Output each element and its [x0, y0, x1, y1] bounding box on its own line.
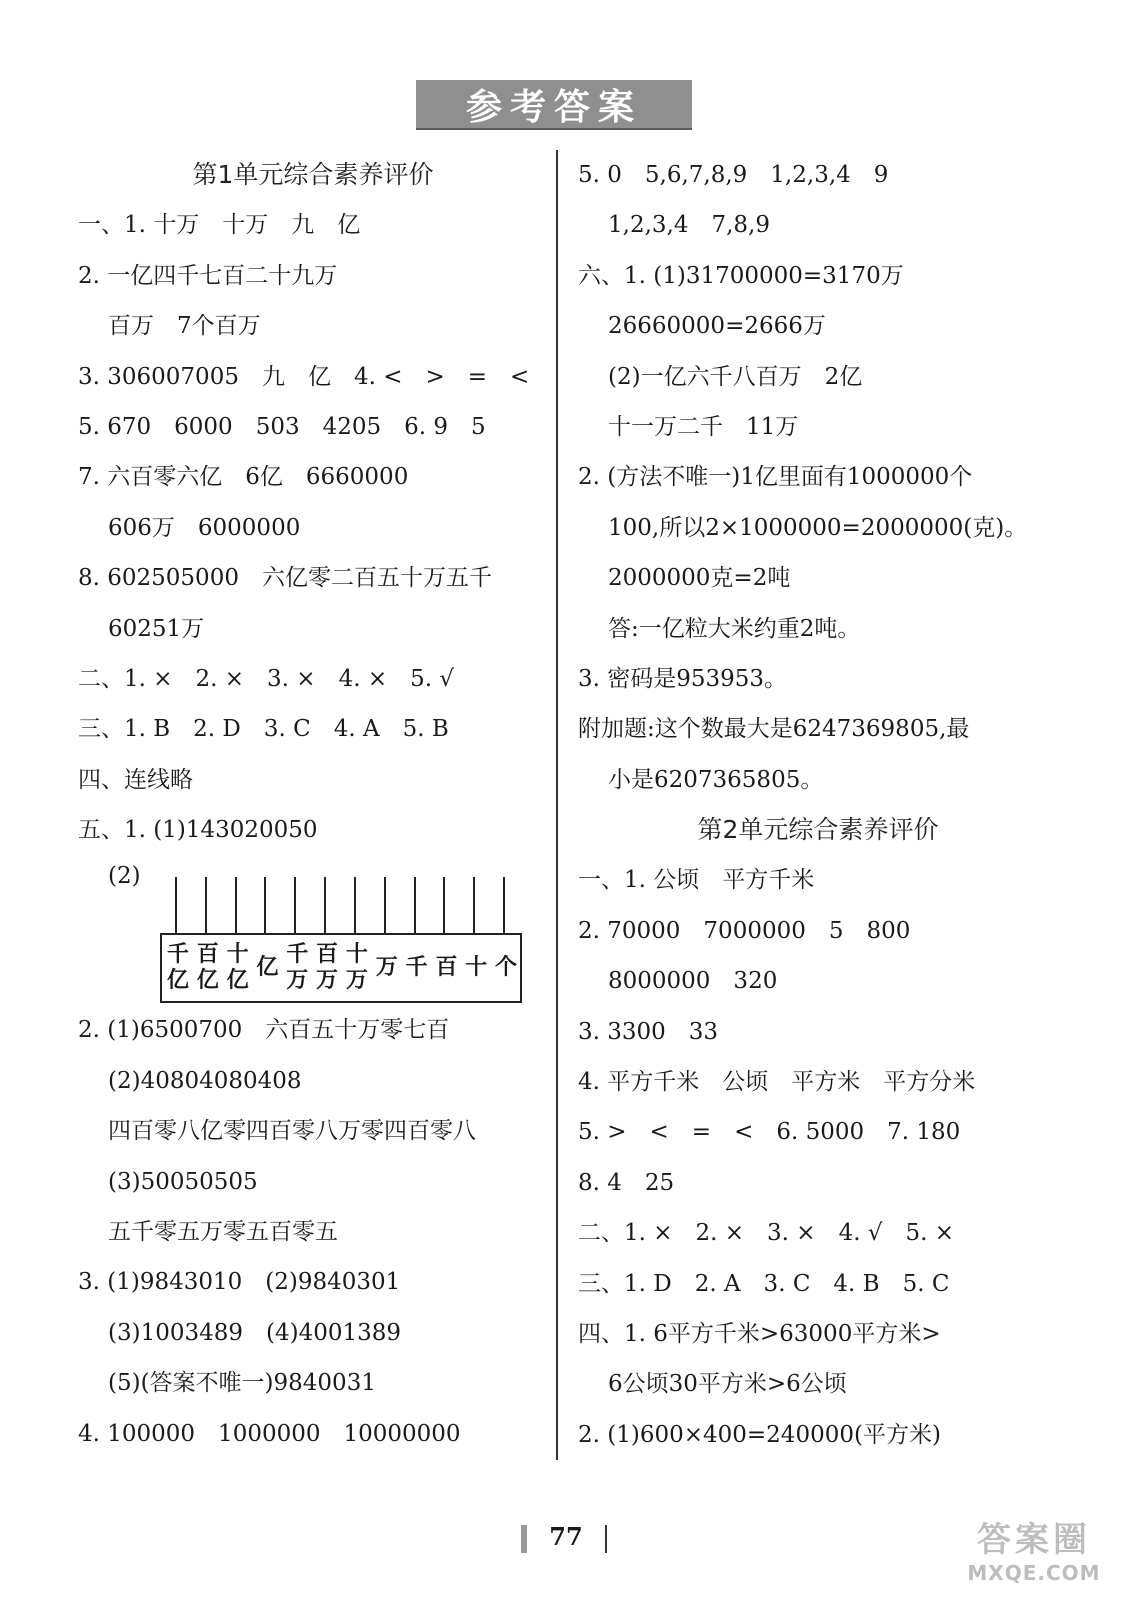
answer-line: (5)(答案不唯一)9840031: [108, 1370, 376, 1397]
answer-line: (2)40804080408: [108, 1067, 302, 1094]
answer-line: 2000000克=2吨: [608, 565, 791, 592]
answer-line: 8. 602505000 六亿零二百五十万五千: [78, 565, 492, 592]
place-value-unit: 十亿: [226, 942, 247, 994]
footer-ornament: [521, 1525, 527, 1553]
answer-line: 3. 3300 33: [578, 1018, 719, 1045]
answer-line: 三、1. B 2. D 3. C 4. A 5. B: [78, 716, 449, 743]
answer-line: 四、连线略: [78, 766, 193, 793]
footer-divider: [605, 1525, 613, 1553]
answer-line: 5. > < = < 6. 5000 7. 180: [578, 1119, 961, 1146]
answer-line: 五、1. (1)143020050: [78, 817, 318, 844]
section-heading: 第1单元综合素养评价: [192, 160, 434, 189]
place-value-unit: 百: [435, 955, 456, 981]
place-value-unit: 十: [465, 955, 486, 981]
abacus-rod: [235, 877, 237, 933]
answer-line: (2)一亿六千八百万 2亿: [608, 363, 863, 390]
abacus-rod: [503, 877, 505, 933]
place-value-unit: 亿: [256, 955, 277, 981]
place-value-unit: 千万: [286, 942, 307, 994]
answer-line: 4. 平方千米 公顷 平方米 平方分米: [578, 1069, 976, 1096]
place-value-unit: 百亿: [196, 942, 217, 994]
answer-line: 4. 100000 1000000 10000000: [78, 1420, 461, 1447]
abacus-rod: [264, 877, 266, 933]
abacus-rod: [175, 877, 177, 933]
answer-line: 5. 670 6000 503 4205 6. 9 5: [78, 413, 486, 440]
abacus-rod: [205, 877, 207, 933]
abacus-rod: [384, 877, 386, 933]
answer-line: 十一万二千 11万: [608, 413, 799, 440]
abacus-rods: [172, 877, 517, 933]
answer-line: 8. 4 25: [578, 1169, 675, 1196]
abacus-rod: [414, 877, 416, 933]
answer-line: 2. 70000 7000000 5 800: [578, 917, 911, 944]
answer-line: 3. 密码是953953。: [578, 665, 788, 692]
place-value-unit: 万: [375, 955, 396, 981]
answer-line: 6公顷30平方米>6公顷: [608, 1371, 847, 1398]
answer-line: (3)50050505: [108, 1168, 258, 1195]
answer-line: 2. (1)600×400=240000(平方米): [578, 1421, 941, 1448]
watermark-url: MXQE.COM: [967, 1561, 1101, 1585]
right-column: [578, 150, 1058, 1460]
answer-line: 附加题:这个数最大是6247369805,最: [578, 716, 970, 743]
place-value-unit: 百万: [316, 942, 337, 994]
answer-line: 一、1. 十万 十万 九 亿: [78, 212, 361, 239]
answer-line: 606万 6000000: [108, 514, 301, 541]
chart-label: (2): [108, 863, 141, 890]
place-value-unit: 十万: [345, 942, 366, 994]
answer-line: 2. 一亿四千七百二十九万: [78, 262, 338, 289]
place-value-unit: 个: [495, 955, 516, 981]
answer-line: 3. (1)9843010 (2)9840301: [78, 1269, 401, 1296]
place-value-unit: 千: [405, 955, 426, 981]
answer-line: 四、1. 6平方千米>63000平方米>: [578, 1320, 941, 1347]
section-heading: 第2单元综合素养评价: [697, 815, 939, 845]
answer-line: 2. (1)6500700 六百五十万零七百: [78, 1017, 450, 1044]
watermark-logo: [954, 1512, 1114, 1585]
place-value-units: [160, 933, 522, 1003]
answer-line: 26660000=2666万: [608, 313, 826, 340]
answer-line: 三、1. D 2. A 3. C 4. B 5. C: [578, 1270, 950, 1297]
answer-line: 二、1. × 2. × 3. × 4. √ 5. ×: [578, 1220, 955, 1247]
answer-line: 5. 0 5,6,7,8,9 1,2,3,4 9: [578, 162, 889, 188]
column-divider: [556, 150, 558, 1460]
answer-line: 答:一亿粒大米约重2吨。: [608, 615, 861, 642]
left-column: [78, 150, 548, 1459]
answer-line: 百万 7个百万: [108, 313, 261, 340]
answer-line: (3)1003489 (4)4001389: [108, 1319, 402, 1346]
answer-line: 五千零五万零五百零五: [108, 1219, 338, 1246]
answer-line: 1,2,3,4 7,8,9: [608, 212, 770, 239]
answer-line: 一、1. 公顷 平方千米: [578, 867, 815, 894]
answer-line: 二、1. × 2. × 3. × 4. × 5. √: [78, 665, 455, 692]
abacus-rod: [294, 877, 296, 933]
place-value-chart: [78, 855, 548, 1005]
answer-line: 100,所以2×1000000=2000000(克)。: [608, 514, 1028, 541]
answer-line: 2. (方法不唯一)1亿里面有1000000个: [578, 464, 973, 491]
answer-line: 8000000 320: [608, 968, 778, 995]
abacus-rod: [473, 877, 475, 933]
answer-line: 六、1. (1)31700000=3170万: [578, 262, 904, 289]
title-banner: [416, 80, 692, 130]
answer-line: 小是6207365805。: [608, 766, 824, 793]
abacus-rod: [324, 877, 326, 933]
abacus-rod: [443, 877, 445, 933]
answer-line: 60251万: [108, 615, 205, 642]
place-value-unit: 千亿: [166, 942, 187, 994]
page-number: 77: [549, 1522, 583, 1551]
answer-line: 3. 306007005 九 亿 4. < > = <: [78, 363, 530, 390]
watermark-text: 答案圈: [977, 1520, 1091, 1560]
page-title: 参考答案: [465, 86, 642, 128]
abacus-rod: [354, 877, 356, 933]
answer-line: 7. 六百零六亿 6亿 6660000: [78, 464, 409, 491]
answer-line: 四百零八亿零四百零八万零四百零八: [108, 1118, 476, 1145]
